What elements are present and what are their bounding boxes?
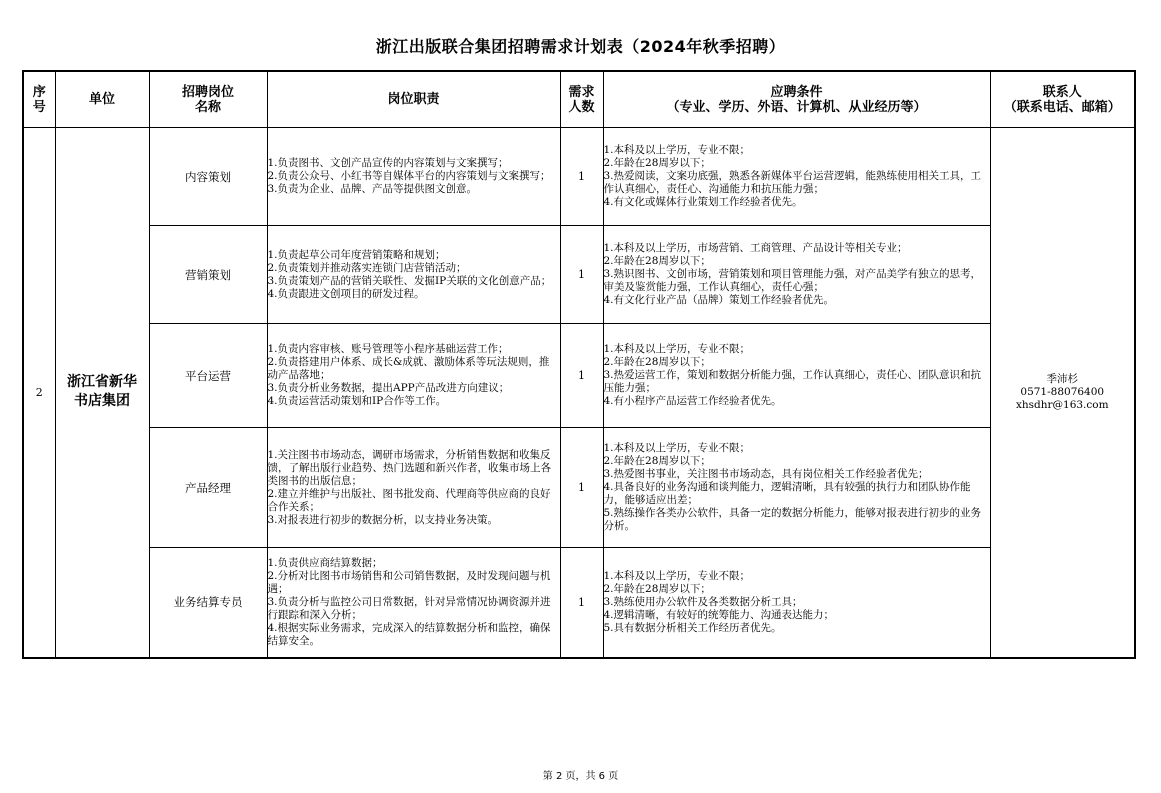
header-count: 需求人数 (560, 71, 603, 128)
post-name-cell: 产品经理 (149, 428, 267, 548)
requirements-cell-line: 4.有小程序产品运营工作经验者优先。 (603, 395, 782, 407)
table-row (23, 548, 1135, 658)
duties-cell (267, 324, 560, 428)
header-requirements (603, 71, 990, 128)
header-seq: 序号 (23, 71, 55, 128)
count-cell: 1 (560, 226, 603, 324)
requirements-cell-line: 1.本科及以上学历，专业不限； (603, 144, 751, 156)
duties-cell-line: 2.负责搭建用户体系、成长&成就、激励体系等玩法规则，推动产品落地； (267, 356, 550, 381)
header-contact-sub: （联系电话、邮箱） (1003, 99, 1121, 115)
table-row (23, 128, 1135, 226)
duties-cell (267, 226, 560, 324)
recruitment-table (22, 70, 1136, 659)
table-row (23, 226, 1135, 324)
header-post-name: 招聘岗位名称 (149, 71, 267, 128)
header-requirements-sub: （专业、学历、外语、计算机、从业经历等） (666, 99, 927, 115)
header-contact-main: 联系人 (1042, 84, 1082, 100)
duties-cell-line: 1.负责起草公司年度营销策略和规划； (267, 248, 446, 261)
requirements-cell-line: 1.本科及以上学历，专业不限； (603, 442, 751, 454)
requirements-cell-line: 2.年龄在28周岁以下； (603, 582, 711, 595)
table-row (23, 324, 1135, 428)
header-duties: 岗位职责 (267, 71, 560, 128)
duties-cell (267, 428, 560, 548)
requirements-cell-line: 4.有文化行业产品（品牌）策划工作经验者优先。 (603, 294, 835, 306)
header-contact (990, 71, 1135, 128)
requirements-cell (603, 324, 990, 428)
contact-name: 季沛杉 (1046, 372, 1078, 385)
requirements-cell-line: 2.年龄在28周岁以下； (603, 157, 711, 169)
seq-cell: 2 (23, 128, 55, 658)
requirements-cell-line: 4.有文化或媒体行业策划工作经验者优先。 (603, 196, 803, 208)
duties-cell-line: 3.负责分析业务数据，提出APP产品改进方向建议； (267, 382, 510, 394)
requirements-cell-line: 3.熟识图书、文创市场，营销策划和项目管理能力强，对产品美学有独立的思考，审美及鉴赏能力强，工作认真细心，责任心强； (603, 268, 982, 293)
duties-cell-line: 1.关注图书市场动态，调研市场需求，分析销售数据和收集反馈，了解出版行业趋势、热门选题和新兴作者，收集市场上各类图书的出版信息； (267, 448, 551, 487)
header-unit: 单位 (55, 71, 149, 128)
requirements-cell-line: 2.年龄在28周岁以下； (603, 255, 711, 267)
requirements-cell-line: 3.热爱图书事业，关注图书市场动态，具有岗位相关工作经验者优先； (603, 468, 929, 480)
requirements-cell-line: 5.具有数据分析相关工作经历者优先。 (603, 621, 782, 634)
duties-cell-line: 4.根据实际业务需求，完成深入的结算数据分析和监控，确保结算安全。 (267, 621, 551, 647)
header-requirements-main: 应聘条件 (770, 84, 823, 100)
page-footer: 第 2 页，共 6 页 (542, 771, 619, 782)
contact-cell (990, 128, 1135, 658)
document-title: 浙江出版联合集团招聘需求计划表（2024年秋季招聘） (375, 37, 786, 56)
table-header-row (23, 71, 1135, 128)
requirements-cell-line: 2.年龄在28周岁以下； (603, 455, 711, 467)
requirements-cell-line: 4.具备良好的业务沟通和谈判能力，逻辑清晰，具有较强的执行力和团队协作能力，能够适应出差； (603, 481, 971, 506)
requirements-cell-line: 2.年龄在28周岁以下； (603, 356, 711, 368)
unit-name: 浙江省新华书店集团 (67, 374, 137, 410)
duties-cell (267, 128, 560, 226)
requirements-cell (603, 226, 990, 324)
duties-cell-line: 2.建立并维护与出版社、图书批发商、代理商等供应商的良好合作关系； (267, 487, 551, 513)
requirements-cell-line: 1.本科及以上学历，市场营销、工商管理、产品设计等相关专业； (603, 242, 908, 254)
duties-cell (267, 548, 560, 658)
unit-cell (55, 128, 149, 658)
duties-cell-line: 3.对报表进行初步的数据分析，以支持业务决策。 (267, 513, 499, 526)
duties-cell-line: 3.负责为企业、品牌、产品等提供图文创意。 (267, 183, 478, 195)
duties-cell-line: 1.负责供应商结算数据； (267, 556, 383, 569)
duties-cell-line: 1.负责图书、文创产品宣传的内容策划与文案撰写； (267, 157, 509, 169)
requirements-cell-line: 5.熟练操作各类办公软件，具备一定的数据分析能力，能够对报表进行初步的业务分析。 (603, 507, 982, 532)
count-cell: 1 (560, 324, 603, 428)
requirements-cell (603, 548, 990, 658)
duties-cell-line: 1.负责内容审核、账号管理等小程序基础运营工作； (267, 343, 509, 355)
table-row (23, 428, 1135, 548)
post-name-cell: 营销策划 (149, 226, 267, 324)
contact-phone: 0571-88076400 (1020, 385, 1105, 398)
requirements-cell-line: 3.熟练使用办公软件及各类数据分析工具； (603, 595, 803, 608)
post-name-cell: 平台运营 (149, 324, 267, 428)
requirements-cell-line: 1.本科及以上学历，专业不限； (603, 343, 751, 355)
requirements-cell (603, 128, 990, 226)
duties-cell-line: 4.负责跟进文创项目的研发过程。 (267, 287, 425, 300)
contact-email[interactable]: xhsdhr@163.com (1015, 398, 1109, 411)
post-name-cell: 业务结算专员 (149, 548, 267, 658)
duties-cell-line: 2.负责策划并推动落实连锁门店营销活动； (267, 261, 467, 274)
count-cell: 1 (560, 128, 603, 226)
duties-cell-line: 3.负责分析与监控公司日常数据，针对异常情况协调资源并进行跟踪和深入分析； (267, 595, 551, 621)
requirements-cell-line: 1.本科及以上学历，专业不限； (603, 569, 751, 582)
requirements-cell-line: 3.热爱阅读，文案功底强，熟悉各新媒体平台运营逻辑，能熟练使用相关工具，工作认真细心，责任心、沟通能力和抗压能力强； (603, 170, 982, 195)
duties-cell-line: 4.负责运营活动策划和IP合作等工作。 (267, 395, 447, 407)
requirements-cell (603, 428, 990, 548)
duties-cell-line: 2.负责公众号、小红书等自媒体平台的内容策划与文案撰写； (267, 170, 551, 182)
post-name-cell: 内容策划 (149, 128, 267, 226)
count-cell: 1 (560, 428, 603, 548)
count-cell: 1 (560, 548, 603, 658)
requirements-cell-line: 3.热爱运营工作，策划和数据分析能力强，工作认真细心，责任心、团队意识和抗压能力强； (603, 369, 982, 394)
duties-cell-line: 3.负责策划产品的营销关联性、发掘IP关联的文化创意产品； (267, 274, 552, 287)
requirements-cell-line: 4.逻辑清晰，有较好的统筹能力、沟通表达能力； (603, 608, 835, 621)
duties-cell-line: 2.分析对比图书市场销售和公司销售数据，及时发现问题与机遇； (267, 569, 551, 595)
